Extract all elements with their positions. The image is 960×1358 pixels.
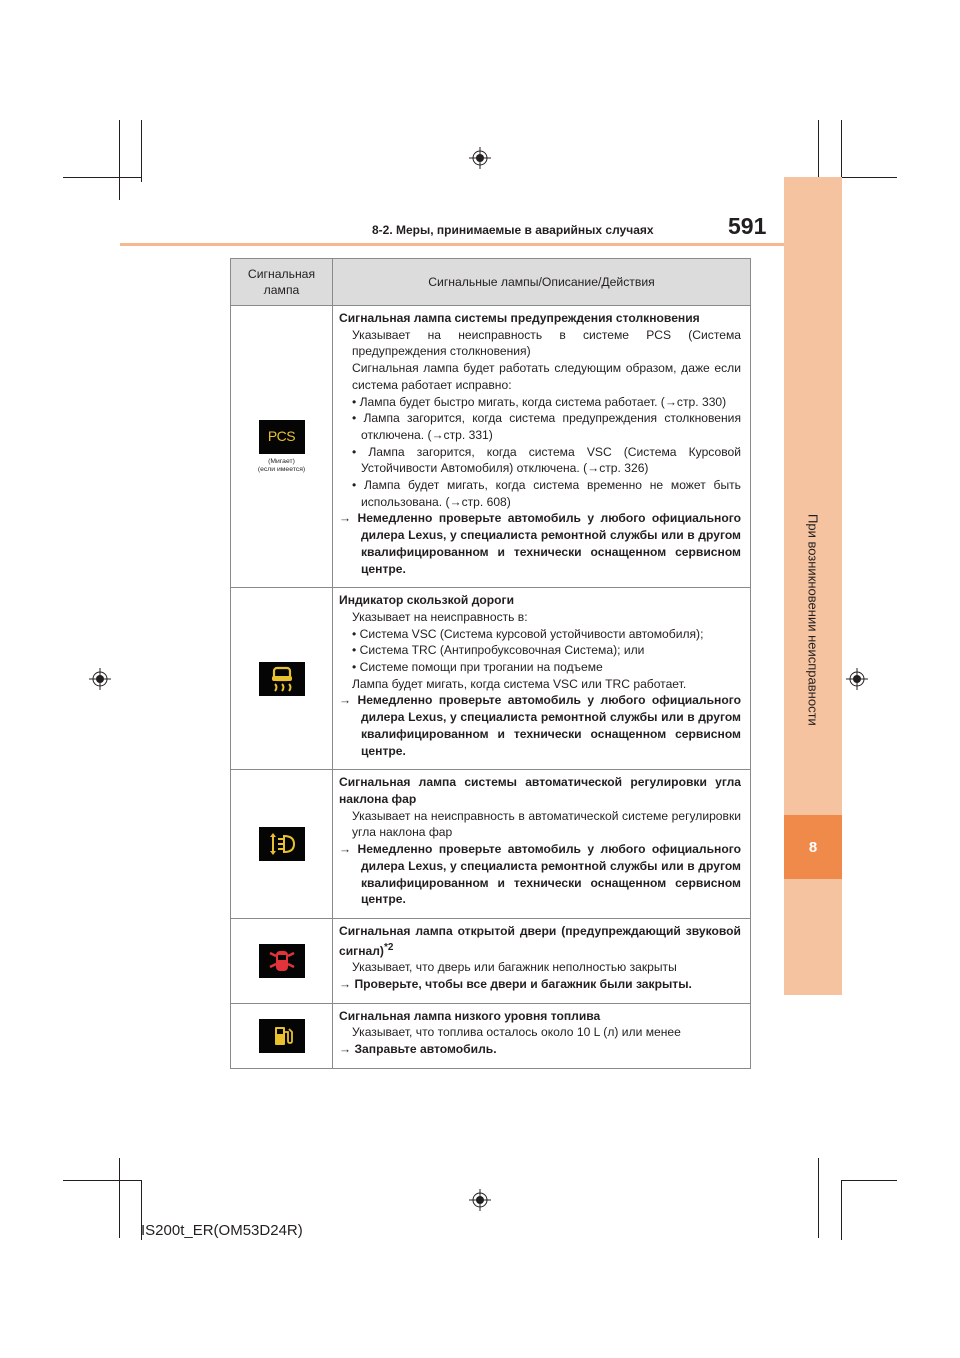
low-fuel-icon [259, 1019, 305, 1053]
crop-mark [841, 177, 897, 178]
action-text: → Немедленно проверьте автомобиль у любого официального дилера Lexus, у специалиста ремонтной службы или в другом квалифицированном и технически оснащенном сервисном центре. [339, 842, 741, 907]
icon-cell [231, 770, 333, 919]
crop-mark [818, 1158, 819, 1238]
list-item: • Системе помощи при трогании на подъеме [352, 660, 603, 675]
table-row [231, 770, 751, 919]
open-door-icon [259, 944, 305, 978]
section-title: 8-2. Меры, принимаемые в аварийных случаях [372, 223, 654, 237]
pcs-warning-icon: PCS [259, 420, 305, 454]
registration-mark-icon [846, 668, 868, 690]
slip-indicator-icon [259, 662, 305, 696]
description-line: Указывает на неисправность в системе PCS (Система предупреждения столкновения) [352, 327, 741, 359]
chapter-number-tab: 8 [784, 815, 842, 879]
table-row [231, 1003, 751, 1068]
column-header-description: Сигнальные лампы/Описание/Действия [333, 259, 751, 306]
registration-mark-icon [469, 1189, 491, 1211]
footnote-ref: *2 [383, 941, 394, 953]
description-line: Указывает, что топлива осталось около 10 L (л) или менее [352, 1025, 681, 1040]
icon-cell [231, 1003, 333, 1068]
crop-mark [63, 177, 141, 178]
column-header-lamp: Сигнальная лампа [231, 259, 333, 306]
crop-mark [841, 1180, 842, 1240]
icon-cell [231, 918, 333, 1003]
registration-mark-icon [89, 668, 111, 690]
action-text: → Немедленно проверьте автомобиль у любого официального дилера Lexus, у специалиста ремонтной службы или в другом квалифицированном и технически оснащенном сервисном центре. [339, 511, 741, 576]
description-cell [333, 918, 751, 1003]
crop-mark [119, 120, 120, 200]
crop-mark [141, 120, 142, 182]
description-line: Указывает на неисправность в автоматической системе регулировки угла наклона фар [352, 808, 741, 840]
description-line: Сигнальная лампа будет работать следующим образом, даже если система работает исправно: [352, 361, 741, 392]
list-item: • Система TRC (Антипробуксовочная Система); или [352, 643, 645, 658]
chapter-title: При возникновении неисправности [805, 514, 821, 726]
description-cell [333, 306, 751, 588]
row-title: Индикатор скользкой дороги [339, 593, 515, 608]
icon-cell [231, 588, 333, 770]
page-number: 591 [728, 213, 767, 239]
document-code: IS200t_ER(OM53D24R) [141, 1222, 303, 1239]
description-cell [333, 1003, 751, 1068]
table-row [231, 306, 751, 588]
headlight-leveling-icon [259, 827, 305, 861]
action-text: → Немедленно проверьте автомобиль у любого официального дилера Lexus, у специалиста ремонтной службы или в другом квалифицированном и технически оснащенном сервисном центре. [339, 693, 741, 758]
list-item: • Лампа будет быстро мигать, когда система работает. (→стр. 330) [352, 394, 727, 409]
description-cell [333, 588, 751, 770]
registration-mark-icon [469, 147, 491, 169]
table-row [231, 588, 751, 770]
row-title: Сигнальная лампа низкого уровня топлива [339, 1008, 601, 1023]
description-line: Указывает на неисправность в: [352, 609, 528, 624]
action-text: → Заправьте автомобиль. [339, 1042, 497, 1057]
table-header-row [231, 259, 751, 306]
warning-lights-table [230, 258, 751, 1069]
list-item: • Лампа загорится, когда система предупреждения столкновения отключена. (→стр. 331) [352, 411, 741, 442]
table-row [231, 918, 751, 1003]
crop-mark [841, 120, 842, 182]
list-item: • Система VSC (Система курсовой устойчивости автомобиля); [352, 626, 704, 641]
action-text: → Проверьте, чтобы все двери и багажник были закрыты. [339, 977, 692, 992]
header-rule [120, 243, 784, 246]
icon-note: (если имеется) [257, 465, 306, 473]
icon-cell [231, 306, 333, 588]
crop-mark [841, 1180, 897, 1181]
list-item: • Лампа загорится, когда система VSC (Система Курсовой Устойчивости Автомобиля) отключена. (→стр. 326) [352, 444, 741, 476]
row-title: Сигнальная лампа системы предупреждения столкновения [339, 311, 700, 325]
crop-mark [63, 1180, 141, 1181]
description-cell [333, 770, 751, 919]
row-title: Сигнальная лампа системы автоматической регулировки угла наклона фар [339, 775, 741, 806]
description-line: Указывает, что дверь или багажник неполностью закрыты [352, 960, 677, 975]
row-title: Сигнальная лампа открытой двери (предупреждающий звуковой сигнал)$^{*2}$ [339, 923, 741, 958]
description-line: Лампа будет мигать, когда система VSC или TRC работает. [352, 676, 687, 691]
crop-mark [119, 1158, 120, 1238]
icon-note: (Мигает) [268, 457, 295, 465]
list-item: • Лампа будет мигать, когда система временно не может быть использована. (→стр. 608) [352, 478, 741, 509]
